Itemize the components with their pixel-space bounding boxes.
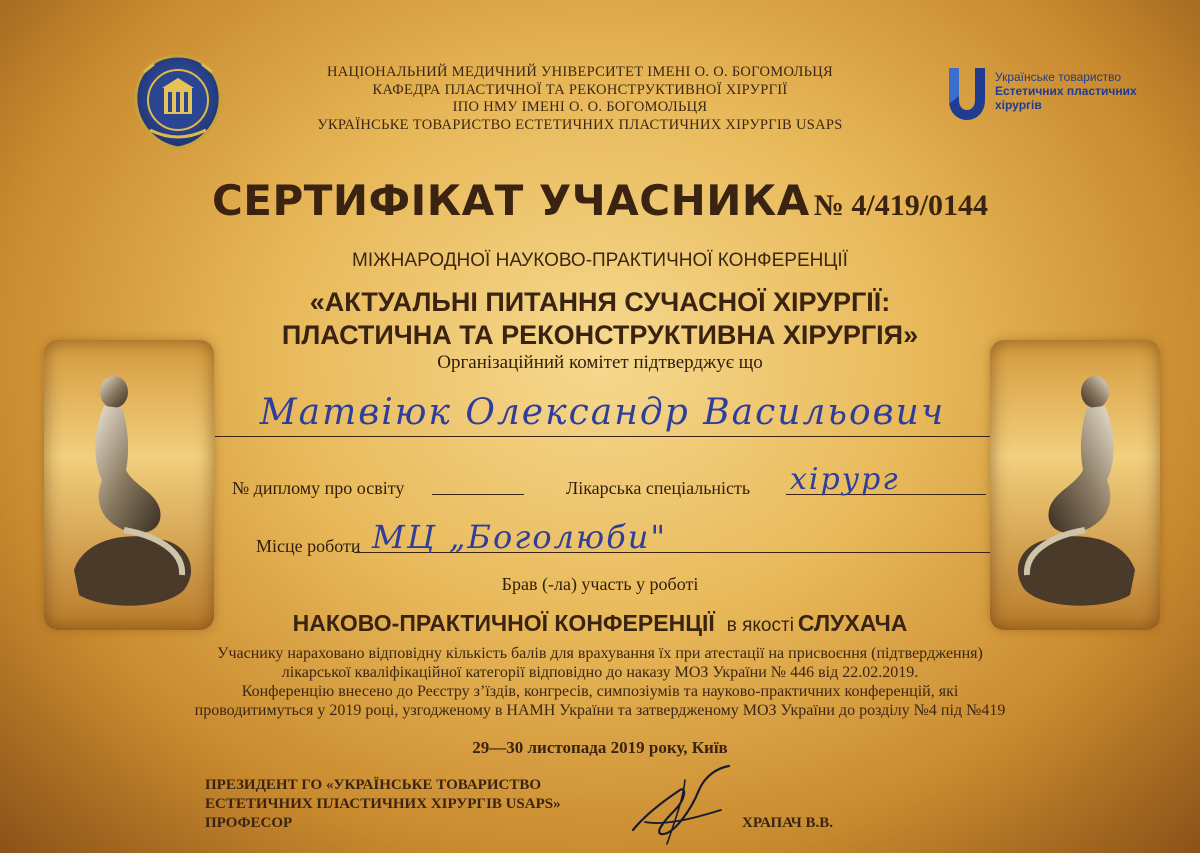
participation-role bbox=[0, 610, 1200, 637]
usaps-u-logo-icon bbox=[945, 66, 989, 122]
conference-name-line2: ПЛАСТИЧНА ТА РЕКОНСТРУКТИВНА ХІРУРГІЯ» bbox=[281, 320, 919, 350]
specialty-value: хірург bbox=[790, 462, 900, 497]
header-line-ipo: ІПО НМУ ІМЕНІ О. О. БОГОМОЛЬЦЯ bbox=[452, 99, 708, 115]
conference-name-line1: «АКТУАЛЬНІ ПИТАННЯ СУЧАСНОЇ ХІРУРГІЇ: bbox=[309, 287, 891, 317]
signature-title-line2: ЕСТЕТИЧНИХ ПЛАСТИЧНИХ ХІРУРГІВ USAPS» bbox=[205, 796, 561, 812]
usaps-logo-line2: Естетичних пластичних bbox=[995, 84, 1137, 98]
event-date: 29—30 листопада 2019 року, Київ bbox=[472, 738, 728, 757]
diploma-line bbox=[432, 494, 524, 495]
participation-text: Брав (-ла) участь у роботі bbox=[501, 574, 699, 594]
role-middle: в якості bbox=[726, 615, 794, 636]
usaps-logo-text bbox=[995, 70, 1137, 112]
body-line-1: Учаснику нараховано відповідну кількість балів для врахування їх при атестації на присвоєння (підтвердження) bbox=[217, 645, 983, 662]
signature-block bbox=[205, 776, 561, 833]
workplace-label: Місце роботи bbox=[256, 536, 361, 556]
usaps-logo-line1: Українське товариство bbox=[995, 70, 1122, 84]
body-line-4: проводитимуться у 2019 році, узгодженому в НАМН України та затвердженому МОЗ України до розділу №4 під №419 bbox=[194, 702, 1006, 719]
signature-title-line1: ПРЕЗИДЕНТ ГО «УКРАЇНСЬКЕ ТОВАРИСТВО bbox=[205, 777, 541, 793]
handwritten-signature-icon bbox=[625, 760, 745, 850]
recipient-name-line bbox=[215, 436, 990, 437]
header-line-society: УКРАЇНСЬКЕ ТОВАРИСТВО ЕСТЕТИЧНИХ ПЛАСТИЧНИХ ХІРУРГІВ USAPS bbox=[317, 116, 843, 133]
committee-confirm: Організаційний комітет підтверджує що bbox=[437, 352, 763, 373]
specialty-label: Лікарська спеціальність bbox=[566, 478, 751, 498]
role-value: СЛУХАЧА bbox=[797, 610, 908, 636]
certificate-title bbox=[0, 176, 1200, 225]
signature-title-line3: ПРОФЕСОР bbox=[205, 815, 293, 831]
usaps-logo bbox=[945, 66, 1175, 126]
header-line-university: НАЦІОНАЛЬНИЙ МЕДИЧНИЙ УНІВЕРСИТЕТ ІМЕНІ О. О. БОГОМОЛЬЦЯ bbox=[327, 64, 833, 80]
header-block bbox=[250, 64, 910, 134]
body-line-3: Конференцію внесено до Реєстру з’їздів, конгресів, симпозіумів та науково-практичних конференцій, які bbox=[241, 683, 959, 700]
body-line-2: лікарської кваліфікаційної категорії відповідно до наказу МОЗ України № 446 від 22.02.2019. bbox=[281, 664, 919, 681]
conference-subtitle: МІЖНАРОДНОЇ НАУКОВО-ПРАКТИЧНОЇ КОНФЕРЕНЦІЇ bbox=[352, 250, 848, 271]
workplace-value: МЦ „Боголюби" bbox=[372, 518, 668, 556]
header-line-department: КАФЕДРА ПЛАСТИЧНОЇ ТА РЕКОНСТРУКТИВНОЇ ХІРУРГІЇ bbox=[372, 81, 788, 98]
signatory-name: ХРАПАЧ В.В. bbox=[742, 815, 834, 831]
title-main: СЕРТИФІКАТ УЧАСНИКА bbox=[211, 176, 810, 225]
body-text bbox=[40, 644, 1160, 720]
recipient-name: Матвіюк Олександр Васильович bbox=[259, 392, 946, 433]
title-number: № 4/419/0144 bbox=[813, 189, 989, 222]
university-crest-icon bbox=[130, 52, 226, 152]
role-prefix: НАКОВО-ПРАКТИЧНОЇ КОНФЕРЕНЦІЇ bbox=[292, 610, 715, 636]
usaps-logo-line3: хірургів bbox=[995, 98, 1042, 112]
diploma-label: № диплому про освіту bbox=[232, 478, 405, 498]
